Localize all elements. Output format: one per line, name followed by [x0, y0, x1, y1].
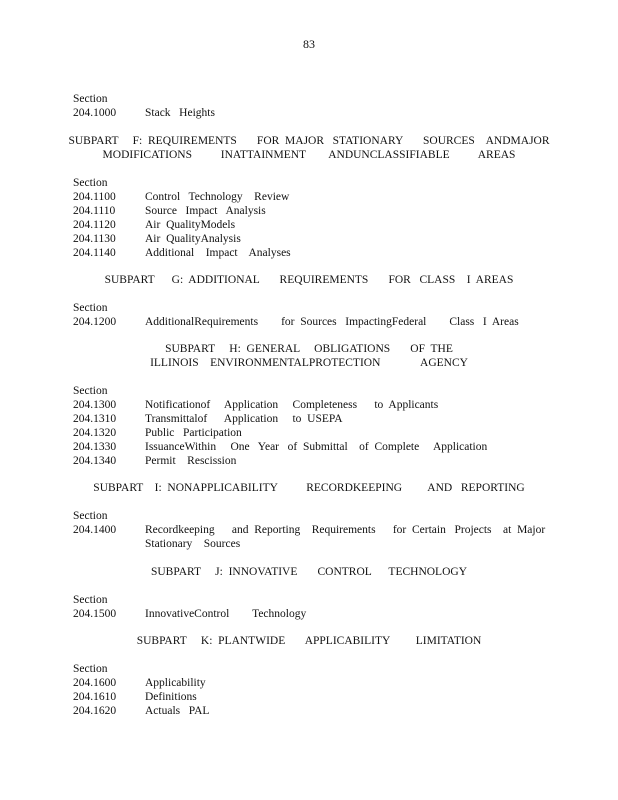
section-number: 204.1320 [73, 427, 117, 439]
section-heading: Section [73, 663, 108, 675]
section-heading: Section [73, 510, 108, 522]
section-title: IssuanceWithin One Year of Submittal of Complete Application [145, 441, 488, 453]
section-title: AdditionalRequirements for Sources ImpactingFederal Class I Areas [145, 316, 519, 328]
section-title: InnovativeControl Technology [145, 608, 307, 620]
section-number: 204.1200 [73, 316, 117, 328]
subpart-heading: SUBPART K: PLANTWIDE APPLICABILITY LIMITATION [136, 635, 482, 647]
section-title: Stationary Sources [145, 538, 241, 550]
subpart-heading: MODIFICATIONS INATTAINMENT ANDUNCLASSIFIABLE AREAS [102, 149, 516, 161]
section-heading: Section [73, 385, 108, 397]
section-title: Control Technology Review [145, 191, 290, 203]
subpart-heading: SUBPART H: GENERAL OBLIGATIONS OF THE [165, 343, 453, 355]
section-title: Stack Heights [145, 107, 215, 119]
section-heading: Section [73, 594, 108, 606]
section-heading: Section [73, 177, 108, 189]
section-number: 204.1120 [73, 219, 116, 231]
section-number: 204.1500 [73, 608, 117, 620]
section-title: Actuals PAL [145, 705, 210, 717]
subpart-heading: ILLINOIS ENVIRONMENTALPROTECTION AGENCY [150, 357, 468, 369]
section-number: 204.1100 [73, 191, 116, 203]
section-number: 204.1310 [73, 413, 117, 425]
subpart-heading: SUBPART J: INNOVATIVE CONTROL TECHNOLOGY [150, 566, 467, 578]
section-number: 204.1000 [73, 107, 117, 119]
section-heading: Section [73, 302, 108, 314]
subpart-heading: SUBPART I: NONAPPLICABILITY RECORDKEEPING AND REPORTING [93, 482, 525, 494]
section-title: Air QualityAnalysis [145, 233, 241, 245]
subpart-heading: SUBPART G: ADDITIONAL REQUIREMENTS FOR CLASS I AREAS [104, 274, 514, 286]
section-number: 204.1300 [73, 399, 117, 411]
section-number: 204.1330 [73, 441, 117, 453]
section-number: 204.1620 [73, 705, 117, 717]
section-title: Definitions [145, 691, 197, 703]
section-number: 204.1130 [73, 233, 116, 245]
section-number: 204.1610 [73, 691, 117, 703]
section-heading: Section [73, 93, 108, 105]
section-title: Source Impact Analysis [145, 205, 266, 217]
section-title: Public Participation [145, 427, 242, 439]
section-title: Transmittalof Application to USEPA [145, 413, 343, 425]
section-title: Notificationof Application Completeness to Applicants [145, 399, 439, 411]
section-title: Air QualityModels [145, 219, 236, 231]
section-number: 204.1110 [73, 205, 116, 217]
page-number: 83 [303, 37, 315, 51]
section-title: Permit Rescission [145, 455, 237, 467]
section-title: Additional Impact Analyses [145, 247, 291, 259]
subpart-heading: SUBPART F: REQUIREMENTS FOR MAJOR STATIONARY SOURCES ANDMAJOR [68, 135, 550, 147]
section-number: 204.1600 [73, 677, 117, 689]
section-title: Recordkeeping and Reporting Requirements for Certain Projects at Major [145, 524, 546, 536]
section-number: 204.1140 [73, 247, 116, 259]
section-number: 204.1340 [73, 455, 117, 467]
section-title: Applicability [145, 677, 206, 689]
section-number: 204.1400 [73, 524, 117, 536]
